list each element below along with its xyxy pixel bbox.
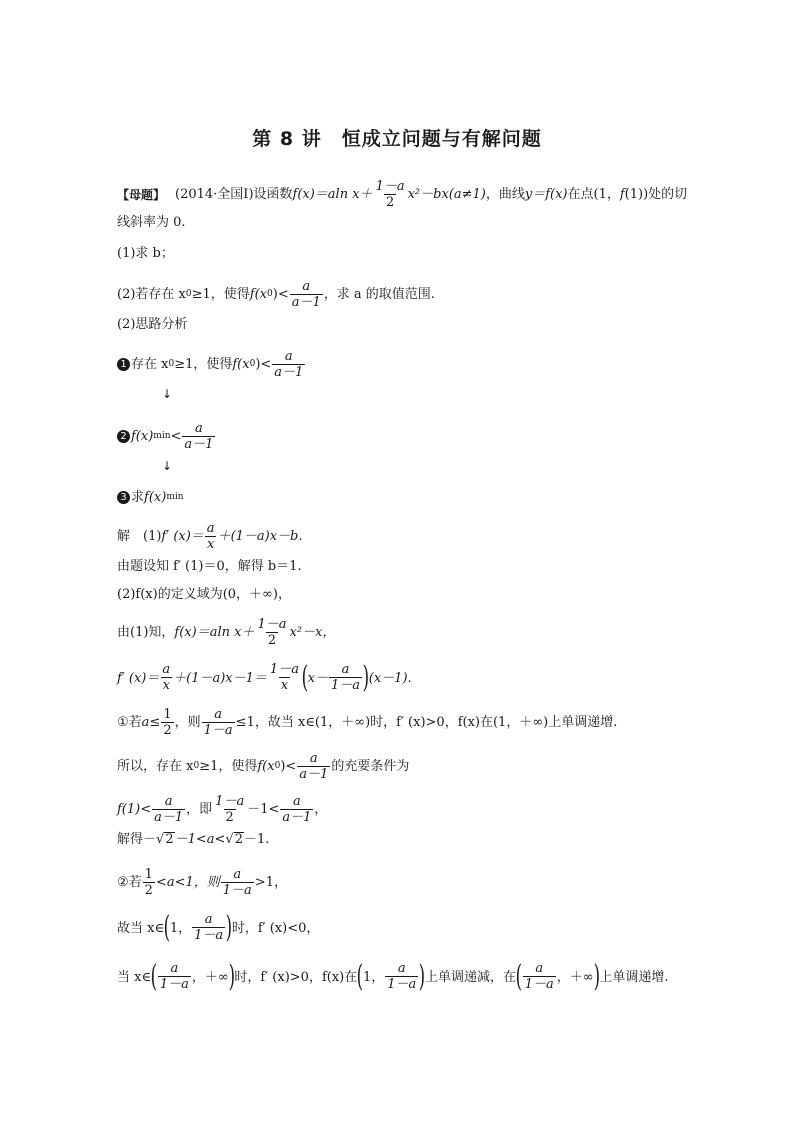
factor-x-minus-1: (x－1). <box>368 670 412 686</box>
left-paren: ( <box>356 959 364 994</box>
fraction-a-over-1-minus-a: $\frac{a}{1-a}$ <box>159 961 189 992</box>
interval-start: 1， <box>362 969 385 985</box>
fraction-a-over-a-minus-1: $\frac{a}{a-1}$ <box>154 794 184 825</box>
less-than: )< <box>272 287 289 303</box>
case-1-so: 所以，存在 x <box>117 759 194 775</box>
case-1-marker: ① <box>117 715 129 731</box>
fraction-a-over-a-minus-1: $\frac{a}{a-1}$ <box>291 279 321 310</box>
x-minus: x－ <box>307 670 329 686</box>
function-def-tail: x²－bx(a≠1) <box>407 187 486 203</box>
sqrt-2: 2 <box>165 832 174 847</box>
case-1-line-2 <box>117 752 409 781</box>
right-paren: ) <box>225 910 233 945</box>
case-2-range: <a<1，则 <box>155 875 220 891</box>
le-sign: ≤ <box>149 715 161 731</box>
case-1-condition: 的充要条件为 <box>331 759 410 775</box>
fraction-1-minus-a-over-2: $\frac{1-a}{2}$ <box>215 794 245 825</box>
text-tangent: (1))处的切 <box>624 187 688 203</box>
sub-zero: 0 <box>274 761 281 772</box>
case-1-conclusion: ≤1，故当 x∈(1，＋∞)时，f′ (x)>0，f(x)在(1，＋∞)上单调递增. <box>235 715 618 731</box>
case-2-line-3 <box>117 959 669 994</box>
left-paren: ( <box>163 910 171 945</box>
function-b1: f(x)＝aln x＋ <box>174 625 255 641</box>
case-2-when-2: 当 x∈ <box>117 969 152 985</box>
sqrt-2: 2 <box>234 832 243 847</box>
solution-label: 解 (1) <box>117 529 162 545</box>
case-1-ie: ，即 <box>186 802 213 818</box>
fraction-a-over-1-minus-a: $\frac{a}{1-a}$ <box>203 707 233 738</box>
case-2-increasing: 上单调递增. <box>599 969 669 985</box>
page-title: 第 8 讲 恒成立问题与有解问题 <box>252 128 542 150</box>
case-1-line-3 <box>117 795 327 824</box>
text-curve: ，曲线 <box>485 187 525 203</box>
text-at-point: 在点(1， <box>567 187 620 203</box>
fraction-a-over-1-minus-a: $\frac{a}{1-a}$ <box>194 912 224 943</box>
sqrt-range-mid: －1<a< <box>174 831 226 847</box>
fraction-1-minus-a-over-2: $\frac{1-a}{2}$ <box>375 179 405 210</box>
f-of-1: f(1)< <box>117 802 152 818</box>
q2-text-b: ≥1，使得 <box>191 287 250 303</box>
step-3-text: 求 <box>131 490 145 505</box>
down-arrow-icon: ↓ <box>162 387 173 401</box>
problem-statement-line-1 <box>117 180 687 209</box>
q2-text-c: ，求 a 的取值范围. <box>323 287 435 303</box>
analysis-step-1 <box>117 350 306 379</box>
case-1-minus-one: －1< <box>247 802 280 818</box>
derivative-2: f′ (x)＝ <box>117 670 160 686</box>
sub-zero: 0 <box>267 289 273 300</box>
less-than: )< <box>255 357 272 373</box>
var-a: a <box>141 715 150 731</box>
less-than: )< <box>280 759 297 775</box>
case-2-when: 故当 x∈ <box>117 920 165 936</box>
fraction-a-over-x: $\frac{a}{x}$ <box>206 521 215 552</box>
fraction-a-over-a-minus-1: $\frac{a}{a-1}$ <box>274 349 304 380</box>
solution-line-2: 由题设知 f′ (1)＝0，解得 b＝1. <box>117 559 302 574</box>
sub-zero: 0 <box>185 289 192 300</box>
sub-zero: 0 <box>249 359 256 370</box>
question-1: (1)求 b； <box>117 246 174 261</box>
case-1-such-that: ≥1，使得 <box>199 759 258 775</box>
to-infinity: ，＋∞ <box>556 969 594 985</box>
fraction-1-minus-a-over-2: $\frac{1-a}{2}$ <box>257 617 287 648</box>
f-x0: f(x <box>232 357 250 373</box>
fraction-a-over-1-minus-a: $\frac{a}{1-a}$ <box>524 961 554 992</box>
minus-one: －1. <box>243 831 270 847</box>
fraction-a-over-x: $\frac{a}{x}$ <box>162 662 171 693</box>
solution-line-4 <box>117 618 335 647</box>
derivative-tail: ＋(1－a)x－b. <box>217 529 303 545</box>
problem-source: (2014·全国Ⅰ)设函数 <box>175 187 293 203</box>
down-arrow-icon: ↓ <box>162 459 173 473</box>
case-1-then: ，则 <box>174 715 201 731</box>
step-3-marker: 3 <box>117 491 130 504</box>
case-2-if: 若 <box>128 875 142 891</box>
interval-start: 1， <box>169 920 192 936</box>
f-x: f(x) <box>144 490 167 505</box>
case-2-marker: ② <box>117 875 129 891</box>
f-x0: f(x <box>257 759 275 775</box>
f-x: f(x) <box>131 429 154 445</box>
fraction-a-over-1-minus-a: $\frac{a}{1-a}$ <box>222 867 252 898</box>
case-2-derivative-negative: 时，f′ (x)<0， <box>231 920 320 936</box>
analysis-step-3 <box>117 491 184 504</box>
analysis-step-2 <box>117 422 216 451</box>
function-b1-tail: x²－x， <box>289 625 336 641</box>
fraction-one-half: $\frac{1}{2}$ <box>163 707 172 738</box>
function-def: f(x)＝aln x＋ <box>292 187 373 203</box>
solution-line-3: (2)f(x)的定义域为(0，＋∞)， <box>117 587 291 602</box>
case-2-derivative-positive: 时，f′ (x)>0，f(x)在 <box>234 969 358 985</box>
case-1-solve: 解得－ <box>117 831 157 847</box>
sqrt-sign: √ <box>225 831 234 847</box>
fraction-one-half: $\frac{1}{2}$ <box>144 867 153 898</box>
less-than: < <box>170 429 182 445</box>
fraction-a-over-1-minus-a: $\frac{a}{1-a}$ <box>387 961 417 992</box>
derivative: f′ (x)＝ <box>161 529 204 545</box>
problem-tag: 【母题】 <box>117 187 166 202</box>
sub-zero: 0 <box>193 761 200 772</box>
left-paren: ( <box>150 959 158 994</box>
derivative-2-mid: ＋(1－a)x－1＝ <box>173 670 267 686</box>
right-paren: ) <box>228 959 235 994</box>
q2-text-a: (2)若存在 x <box>117 287 186 303</box>
sub-zero: 0 <box>168 359 175 370</box>
left-paren: ( <box>301 660 309 695</box>
case-2-decreasing: 上单调递减，在 <box>424 969 516 985</box>
fraction-a-over-a-minus-1: $\frac{a}{a-1}$ <box>282 794 312 825</box>
step-2-marker: 2 <box>117 430 130 443</box>
right-paren: ) <box>593 959 600 994</box>
question-2 <box>117 280 435 309</box>
from-1-text: 由(1)知， <box>117 625 175 641</box>
solution-line-1 <box>117 522 303 551</box>
to-infinity: ，＋∞ <box>191 969 229 985</box>
right-paren: ) <box>418 959 426 994</box>
case-2-line-1 <box>117 868 287 897</box>
case-1-line-4 <box>117 832 269 846</box>
sub-min: min <box>153 431 171 442</box>
curve-eq: y＝f(x) <box>524 187 568 203</box>
step-1-text-a: 存在 x <box>131 357 169 373</box>
step-1-marker: 1 <box>117 358 130 371</box>
right-paren: ) <box>362 660 370 695</box>
sub-min: min <box>166 492 184 502</box>
case-1-line-1 <box>117 708 617 737</box>
f-symbol: f <box>619 187 625 203</box>
left-paren: ( <box>515 959 523 994</box>
case-2-line-2 <box>117 910 320 945</box>
solution-line-5 <box>117 660 412 695</box>
problem-statement-line-2: 线斜率为 0. <box>117 215 186 230</box>
sqrt-sign: √ <box>156 831 165 847</box>
greater-than-one: >1， <box>254 875 287 891</box>
fraction-a-over-1-minus-a: $\frac{a}{1-a}$ <box>331 662 361 693</box>
case-1-if: 若 <box>128 715 142 731</box>
comma: ， <box>314 802 328 818</box>
fraction-a-over-a-minus-1: $\frac{a}{a-1}$ <box>299 751 329 782</box>
f-x0: f(x <box>249 287 268 303</box>
step-1-text-b: ≥1，使得 <box>174 357 233 373</box>
fraction-1-minus-a-over-x: $\frac{1-a}{x}$ <box>269 662 299 693</box>
analysis-heading: (2)思路分析 <box>117 317 188 332</box>
fraction-a-over-a-minus-1: $\frac{a}{a-1}$ <box>184 421 214 452</box>
